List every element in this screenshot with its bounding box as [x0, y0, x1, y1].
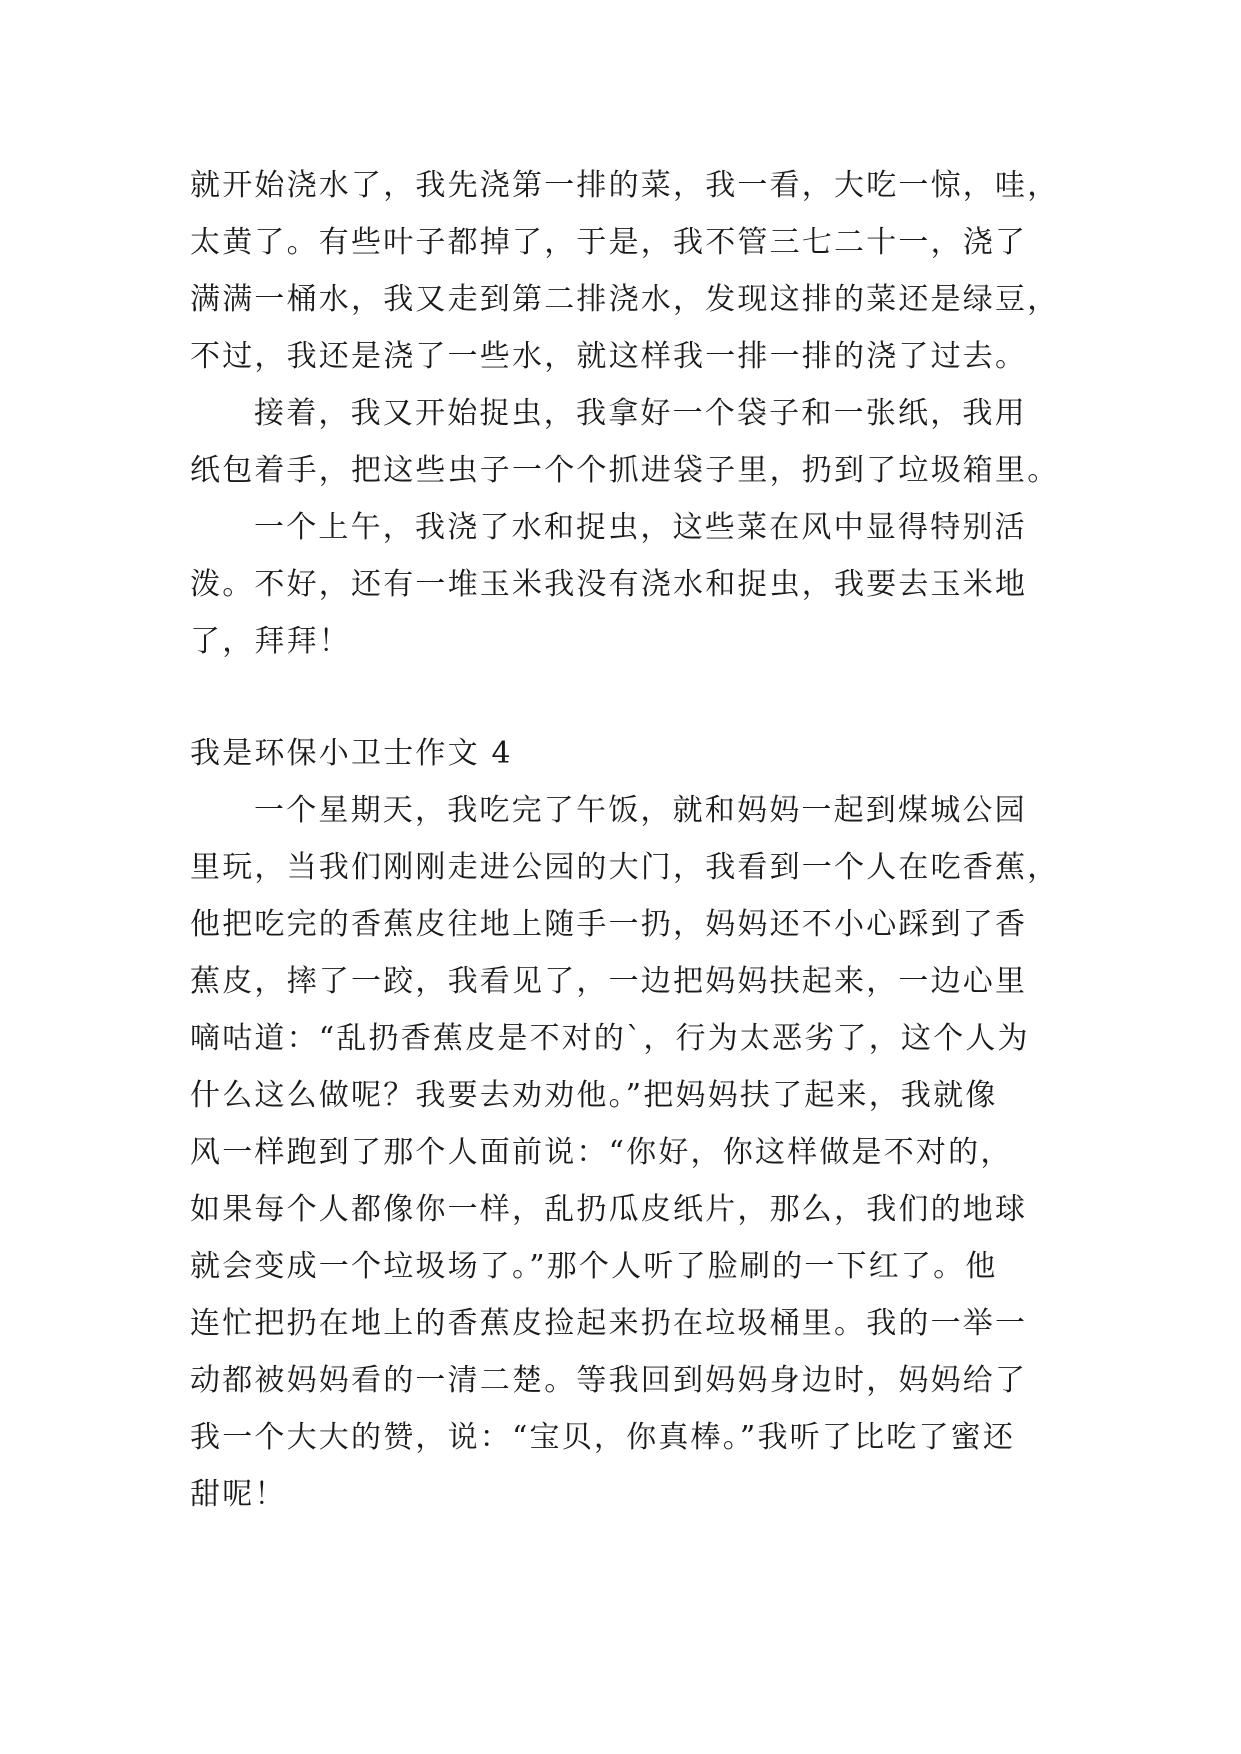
paragraph-line: 一个星期天，我吃完了午饭，就和妈妈一起到煤城公园 [254, 793, 1027, 828]
paragraph-line: 太黄了。有些叶子都掉了，于是，我不管三七二十一，浇了 [190, 225, 1028, 260]
paragraph-line: 满满一桶水，我又走到第二排浇水，发现这排的菜还是绿豆， [190, 282, 1060, 317]
paragraph-line: 蕉皮，摔了一跤，我看见了，一边把妈妈扶起来，一边心里 [190, 964, 1028, 999]
paragraph-line: 泼。不好，还有一堆玉米我没有浇水和捉虫，我要去玉米地 [190, 567, 1028, 602]
paragraph-line: 里玩，当我们刚刚走进公园的大门，我看到一个人在吃香蕉， [190, 850, 1060, 885]
paragraph-line: 他把吃完的香蕉皮往地上随手一扔，妈妈还不小心踩到了香 [190, 907, 1028, 942]
essay-title: 我是环保小卫士作文 4 [190, 736, 513, 771]
paragraph-line: 风一样跑到了那个人面前说：“你好，你这样做是不对的， [190, 1135, 1013, 1170]
paragraph-line: 什么这么做呢？我要去劝劝他。”把妈妈扶了起来，我就像 [190, 1078, 998, 1113]
paragraph-line: 不过，我还是浇了一些水，就这样我一排一排的浇了过去。 [190, 339, 1028, 374]
paragraph-line: 动都被妈妈看的一清二楚。等我回到妈妈身边时，妈妈给了 [190, 1363, 1028, 1398]
paragraph-line: 连忙把扔在地上的香蕉皮捡起来扔在垃圾桶里。我的一举一 [190, 1306, 1028, 1341]
paragraph-line: 就开始浇水了，我先浇第一排的菜，我一看，大吃一惊，哇， [190, 168, 1060, 203]
paragraph-line: 甜呢！ [190, 1477, 287, 1512]
paragraph-line: 就会变成一个垃圾场了。”那个人听了脸刷的一下红了。他 [190, 1249, 998, 1284]
paragraph-line: 纸包着手，把这些虫子一个个抓进袋子里，扔到了垃圾箱里。 [190, 453, 1060, 488]
paragraph-line: 了，拜拜！ [190, 624, 351, 659]
paragraph-line: 我一个大大的赞，说：“宝贝，你真棒。”我听了比吃了蜜还 [190, 1420, 1016, 1455]
paragraph-line: 接着，我又开始捉虫，我拿好一个袋子和一张纸，我用 [254, 396, 1027, 431]
paragraph-line: 嘀咕道：“乱扔香蕉皮是不对的`，行为太恶劣了，这个人为 [190, 1021, 1030, 1056]
paragraph-line: 一个上午，我浇了水和捉虫，这些菜在风中显得特别活 [254, 510, 1027, 545]
paragraph-line: 如果每个人都像你一样，乱扔瓜皮纸片，那么，我们的地球 [190, 1192, 1028, 1227]
